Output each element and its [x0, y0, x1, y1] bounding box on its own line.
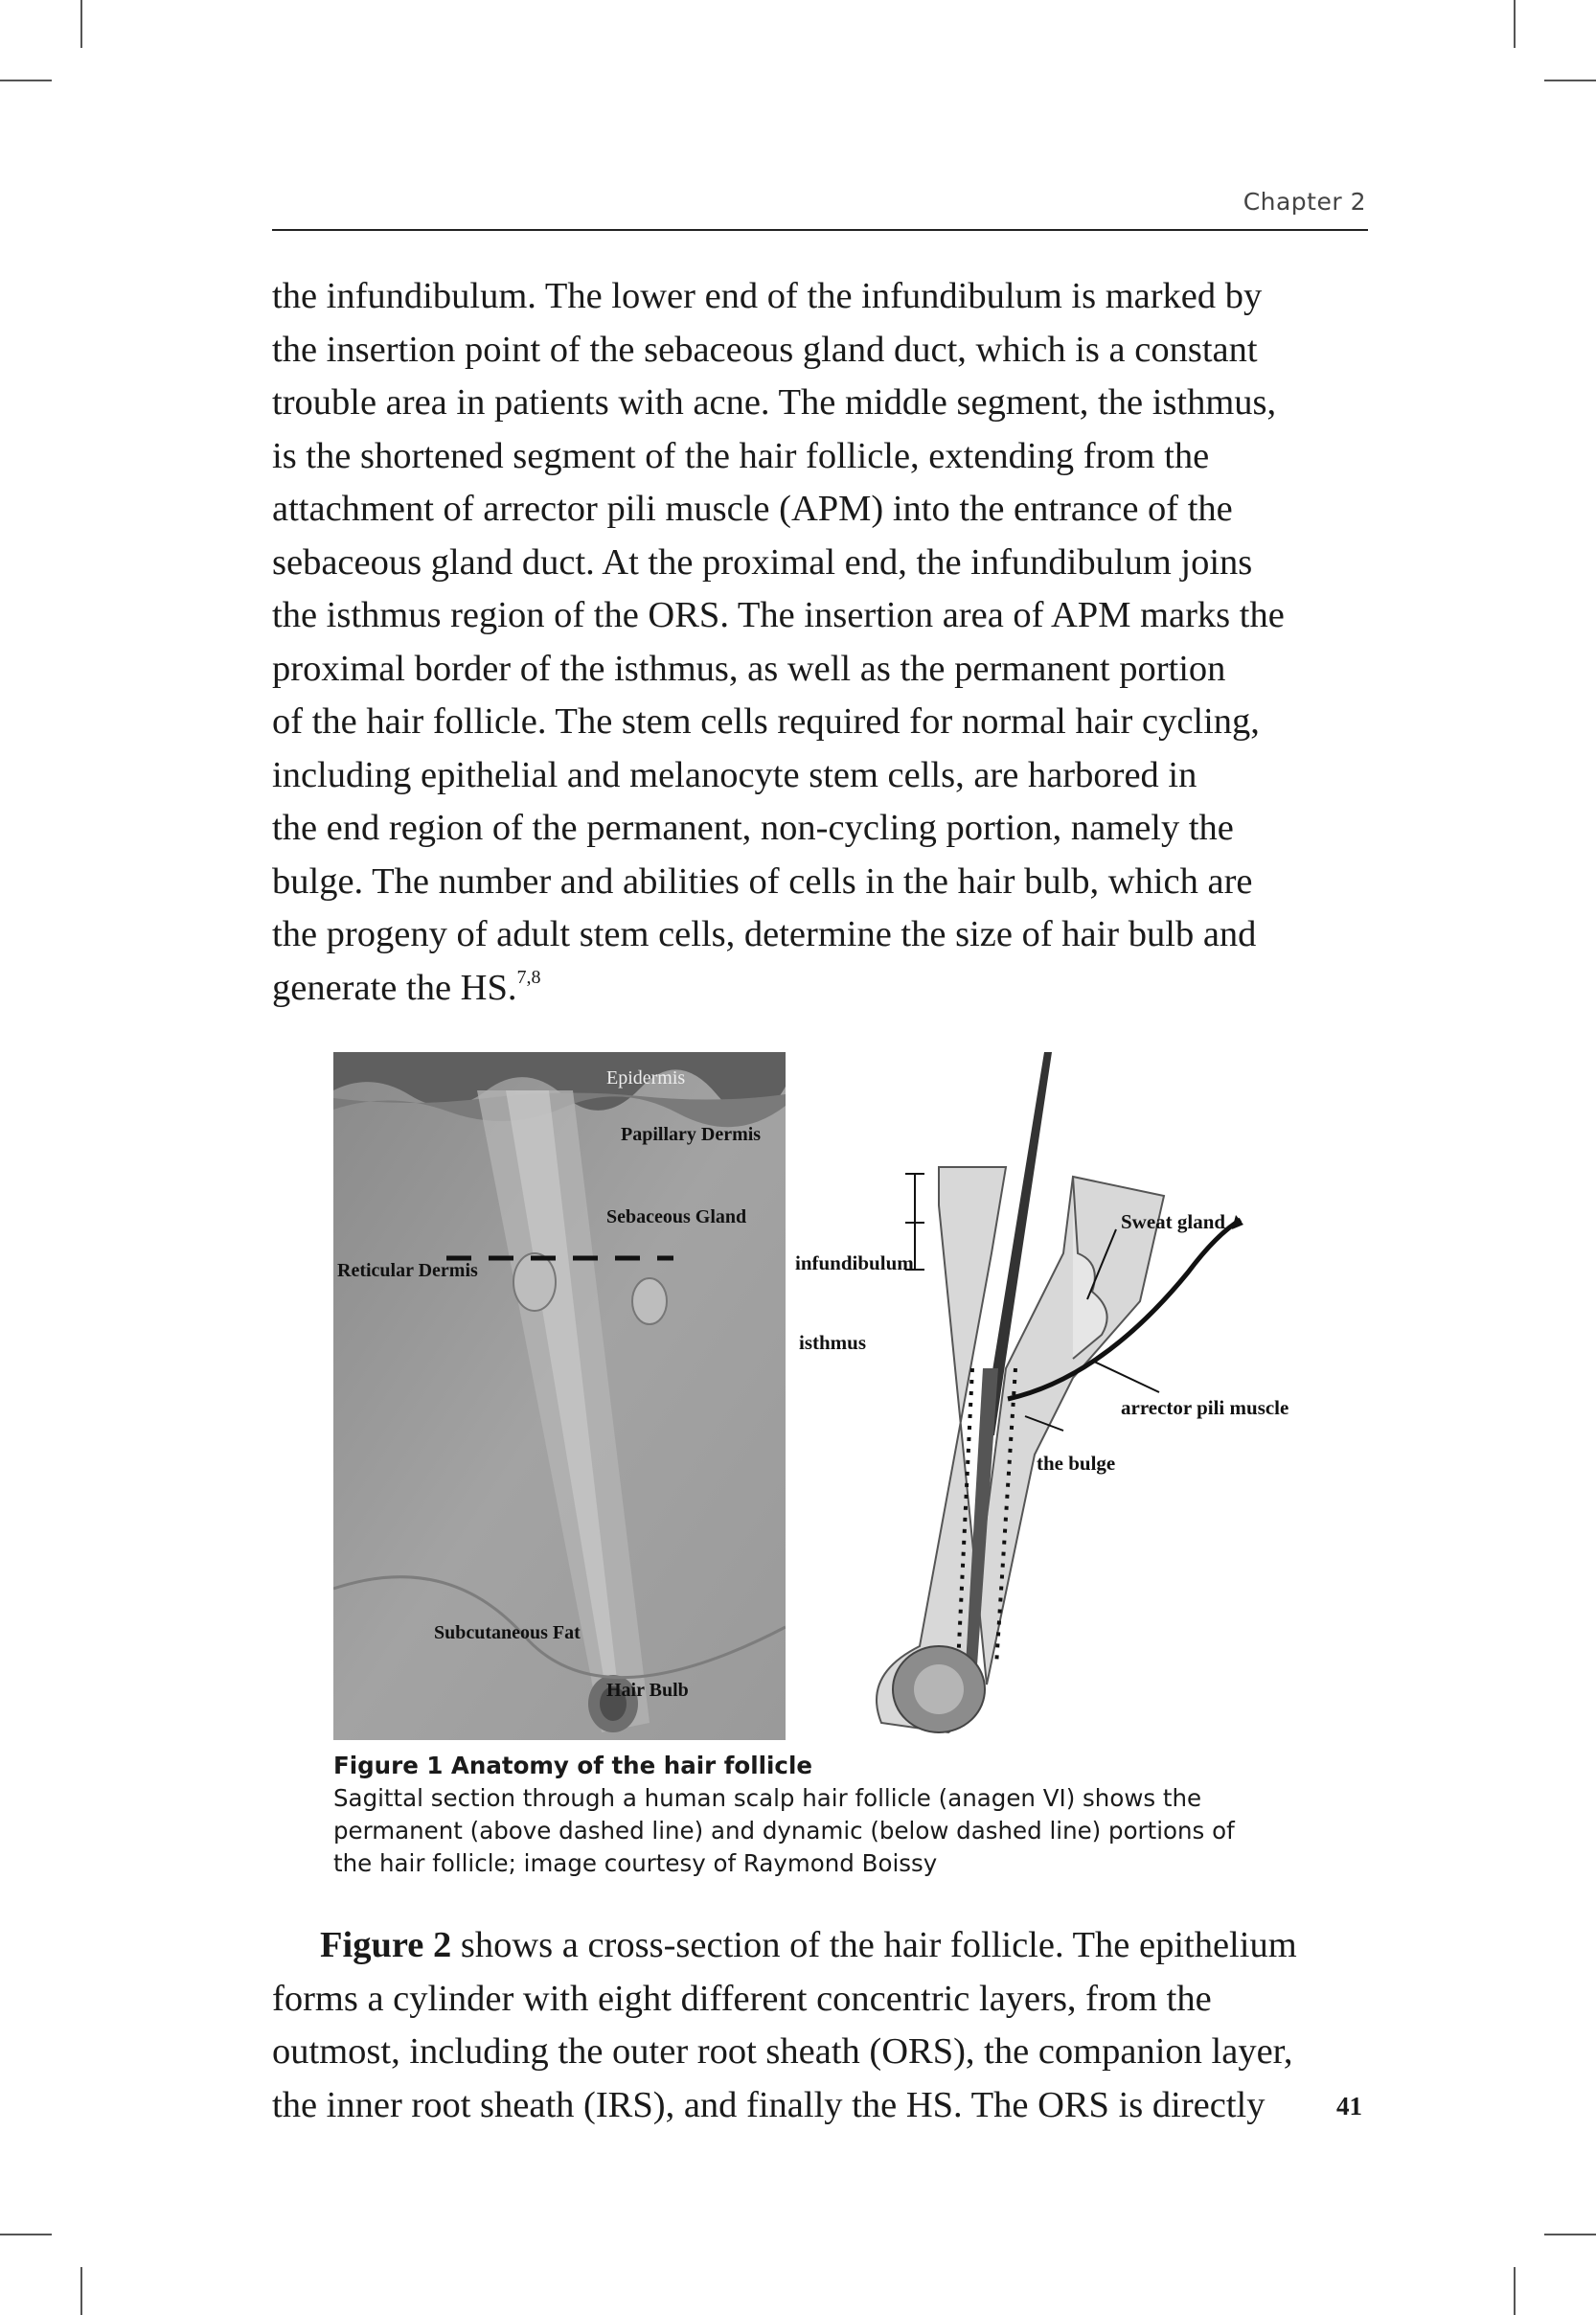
paragraph-last-line — [272, 962, 1383, 1016]
caption-title: Figure 1 Anatomy of the hair follicle — [333, 1752, 812, 1779]
label-sebaceous-gland: Sebaceous Gland — [606, 1206, 747, 1227]
paragraph-line: bulge. The number and abilities of cells in the hair bulb, which are — [272, 860, 1253, 902]
crop-mark-top-right-v — [1514, 0, 1516, 48]
label-arrector-pili-muscle: arrector pili muscle — [1121, 1396, 1289, 1419]
paragraph-first-line — [272, 1919, 1383, 1973]
crop-mark-top-right-h — [1544, 80, 1596, 81]
paragraph-line: the isthmus region of the ORS. The insertion area of APM marks the — [272, 595, 1285, 635]
crop-mark-top-left-v — [80, 0, 82, 48]
paragraph-line: outmost, including the outer root sheath (ORS), the companion layer, — [272, 2031, 1293, 2072]
label-papillary-dermis: Papillary Dermis — [621, 1124, 762, 1145]
caption-line: Sagittal section through a human scalp hair follicle (anagen VI) shows the — [333, 1784, 1202, 1812]
first-line-text: shows a cross-section of the hair follicle. The epithelium — [451, 1925, 1297, 1965]
last-line-text: generate the HS. — [272, 967, 517, 1008]
citation-superscript: 7,8 — [516, 966, 541, 988]
hair-follicle-diagram — [786, 1052, 1437, 1740]
label-infundibulum: infundibulum — [795, 1251, 914, 1274]
paragraph-1 — [272, 270, 1383, 1015]
paragraph-line: including epithelial and melanocyte stem cells, are harbored in — [272, 754, 1197, 795]
header-rule — [272, 229, 1368, 231]
crop-mark-top-left-h — [0, 80, 52, 81]
paragraph-line: forms a cylinder with eight different concentric layers, from the — [272, 1978, 1212, 2019]
caption-line: permanent (above dashed line) and dynamic (below dashed line) portions of — [333, 1817, 1235, 1845]
label-subcutaneous-fat: Subcutaneous Fat — [434, 1622, 581, 1643]
paragraph-line: is the shortened segment of the hair follicle, extending from the — [272, 435, 1210, 476]
label-hair-bulb: Hair Bulb — [606, 1680, 689, 1701]
paragraph-line: the end region of the permanent, non-cycling portion, namely the — [272, 808, 1234, 848]
crop-mark-bottom-left-h — [0, 2234, 52, 2235]
label-the-bulge: the bulge — [1037, 1452, 1116, 1475]
paragraph-line: the insertion point of the sebaceous gland duct, which is a constant — [272, 329, 1258, 370]
label-reticular-dermis: Reticular Dermis — [337, 1260, 478, 1281]
label-isthmus: isthmus — [799, 1331, 867, 1354]
paragraph-line: sebaceous gland duct. At the proximal end, the infundibulum joins — [272, 541, 1253, 583]
crop-mark-bottom-right-v — [1514, 2267, 1516, 2315]
label-epidermis: Epidermis — [606, 1067, 686, 1089]
paragraph-line: the infundibulum. The lower end of the infundibulum is marked by — [272, 276, 1263, 316]
paragraph-line: the progeny of adult stem cells, determine the size of hair bulb and — [272, 914, 1257, 954]
crop-mark-bottom-right-h — [1544, 2234, 1596, 2235]
figure-caption — [333, 1750, 1291, 1880]
caption-line: the hair follicle; image courtesy of Raymond Boissy — [333, 1849, 938, 1877]
figure-1 — [333, 1052, 1289, 1742]
paragraph-line: of the hair follicle. The stem cells required for normal hair cycling, — [272, 701, 1260, 742]
page-number: 41 — [1336, 2092, 1362, 2120]
label-sweat-gland: Sweat gland — [1121, 1210, 1226, 1233]
paragraph-line: proximal border of the isthmus, as well as the permanent portion — [272, 648, 1226, 689]
running-head: Chapter 2 — [1243, 188, 1366, 216]
crop-mark-bottom-left-v — [80, 2267, 82, 2315]
paragraph-2 — [272, 1919, 1383, 2132]
paragraph-line: trouble area in patients with acne. The middle segment, the isthmus, — [272, 382, 1277, 423]
paragraph-line: attachment of arrector pili muscle (APM) into the entrance of the — [272, 489, 1233, 529]
figure-reference: Figure 2 — [320, 1925, 452, 1965]
micrograph-image — [333, 1052, 786, 1740]
paragraph-line: the inner root sheath (IRS), and finally the HS. The ORS is directly — [272, 2084, 1265, 2125]
